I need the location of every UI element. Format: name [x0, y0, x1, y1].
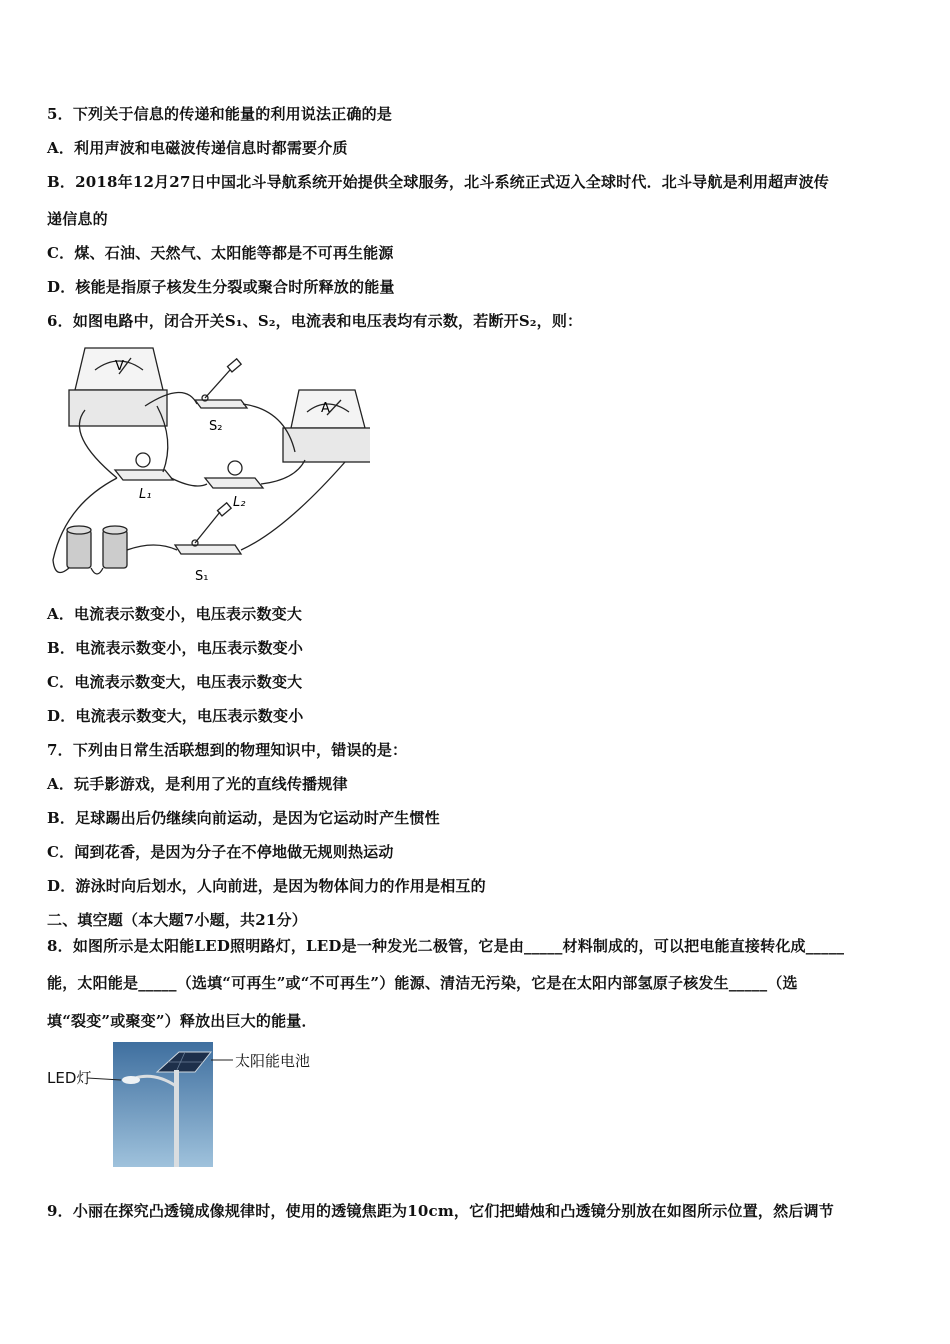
led-lamp-label: LED灯: [47, 1069, 92, 1087]
q7-option-d: D．游泳时向后划水，人向前进，是因为物体间力的作用是相互的: [47, 877, 486, 895]
q5-option-b: B．2018年12月27日中国北斗导航系统开始提供全球服务，北斗系统正式迈入全球时代．北斗导航是利用超声波传: [47, 173, 829, 191]
q8-line-3: 填“裂变”或聚变”）释放出巨大的能量．: [47, 1012, 317, 1030]
q7-option-b: B．足球踢出后仍继续向前运动，是因为它运动时产生惯性: [47, 809, 440, 827]
lamp-l2: [205, 461, 263, 488]
circuit-figure: [45, 340, 370, 590]
ammeter-label: A: [321, 401, 330, 416]
q5-option-d: D．核能是指原子核发生分裂或聚合时所释放的能量: [47, 278, 395, 296]
q7-option-c: C．闻到花香，是因为分子在不停地做无规则热运动: [47, 843, 394, 861]
q6-option-a: A．电流表示数变小，电压表示数变大: [47, 605, 303, 623]
q9-line-1: 9．小丽在探究凸透镜成像规律时，使用的透镜焦距为10cm，它们把蜡烛和凸透镜分别放在如图所示位置，然后调节: [47, 1202, 834, 1220]
q6-option-c: C．电流表示数变大，电压表示数变大: [47, 673, 303, 691]
l1-label: L₁: [139, 487, 152, 502]
battery-pack: [67, 526, 127, 568]
q6-stem: 6．如图电路中，闭合开关S₁、S₂，电流表和电压表均有示数，若断开S₂，则：: [47, 312, 583, 330]
q6-option-b: B．电流表示数变小，电压表示数变小: [47, 639, 304, 657]
q5-option-c: C．煤、石油、天然气、太阳能等都是不可再生能源: [47, 244, 394, 262]
q5-option-b-cont: 递信息的: [47, 210, 108, 228]
solar-cell-label: 太阳能电池: [235, 1052, 311, 1070]
led-lamp-icon: [122, 1076, 140, 1084]
solar-streetlight-figure: [45, 1040, 335, 1170]
switch-s1: [175, 503, 241, 554]
switch-s2: [195, 359, 247, 408]
q6-option-d: D．电流表示数变大，电压表示数变小: [47, 707, 304, 725]
voltmeter-label: V: [115, 359, 124, 374]
q5-stem: 5．下列关于信息的传递和能量的利用说法正确的是: [47, 105, 393, 123]
q7-stem: 7．下列由日常生活联想到的物理知识中，错误的是：: [47, 741, 408, 759]
s2-label: S₂: [209, 419, 223, 434]
s1-label: S₁: [195, 569, 209, 584]
q8-line-1: 8．如图所示是太阳能LED照明路灯，LED是一种发光二极管，它是由_____材料制成的，可以把电能直接转化成_____: [47, 937, 845, 955]
q7-option-a: A．玩手影游戏，是利用了光的直线传播规律: [47, 775, 348, 793]
section-heading: 二、填空题（本大题7小题，共21分）: [47, 911, 307, 929]
q8-line-2: 能，太阳能是_____（选填“可再生”或“不可再生”）能源、清洁无污染，它是在太阳内部氢原子核发生_____（选: [47, 974, 798, 992]
q5-option-a: A．利用声波和电磁波传递信息时都需要介质: [47, 139, 348, 157]
l2-label: L₂: [233, 495, 246, 510]
